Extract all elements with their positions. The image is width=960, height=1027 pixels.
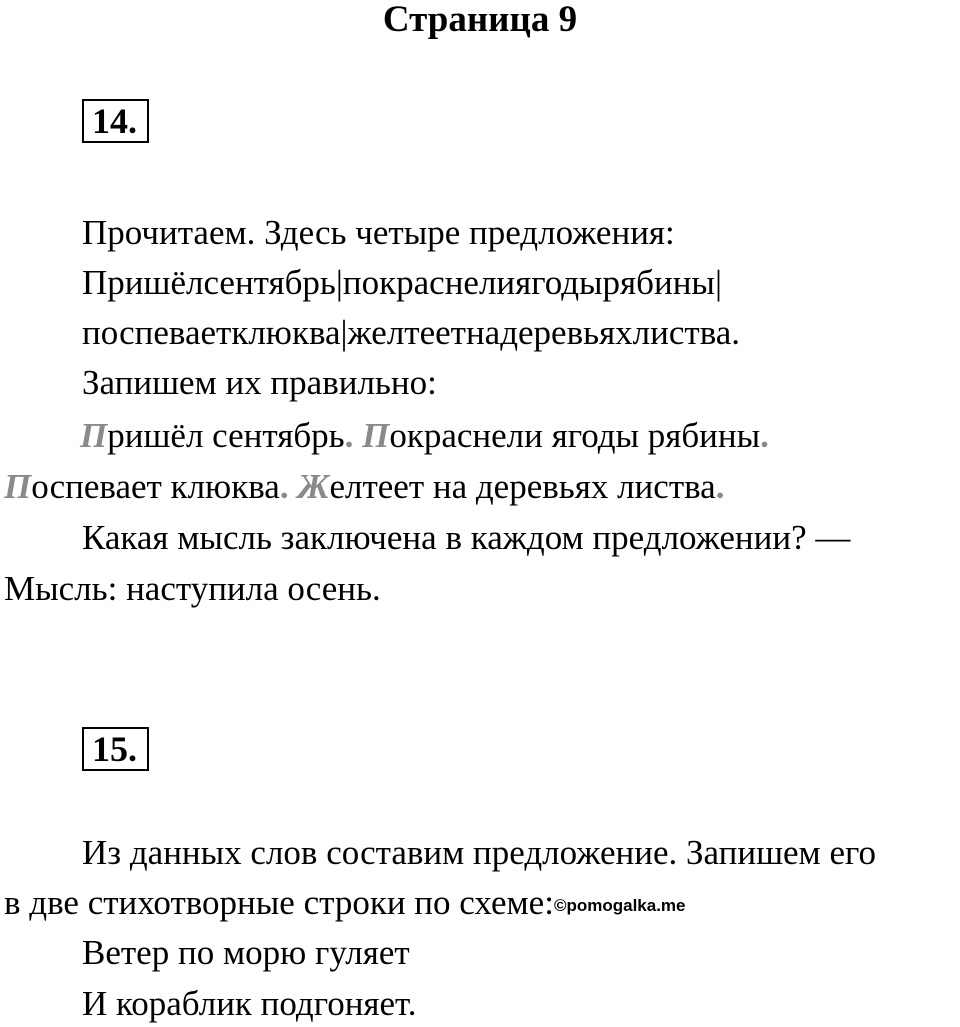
- task-number-14: 14.: [82, 99, 149, 143]
- sentence-text: оспевает клюква: [31, 467, 280, 506]
- task15-poem-line-2: И кораблик подгоняет.: [82, 984, 417, 1023]
- page-title: Страница 9: [382, 0, 578, 40]
- capital-letter: Ж: [297, 467, 330, 506]
- watermark: ©pomogalka.me: [553, 896, 686, 915]
- sentence-text: окраснели ягоды рябины: [389, 416, 761, 455]
- task14-instruction: Запишем их правильно:: [82, 363, 437, 402]
- task14-intro: Прочитаем. Здесь четыре предложения:: [82, 213, 675, 252]
- task-number-15: 15.: [82, 727, 149, 771]
- task14-unpunctuated-line-1: Пришёлсентябрь|покраснелиягодырябины|: [82, 263, 722, 302]
- capital-letter: П: [4, 467, 32, 506]
- capital-letter: П: [362, 416, 390, 455]
- task15-instruction-line-1: Из данных слов составим предложение. Запишем его: [82, 833, 876, 872]
- sentence-period: .: [344, 416, 354, 455]
- task15-poem-line-1: Ветер по морю гуляет: [82, 933, 410, 972]
- task15-instruction-text: в две стихотворные строки по схеме:: [4, 883, 554, 922]
- task14-corrected-line-2: [4, 467, 724, 507]
- task14-question: Какая мысль заключена в каждом предложении? —: [82, 518, 851, 557]
- sentence-text: елтеет на деревьях листва: [329, 467, 716, 506]
- sentence-period: .: [279, 467, 289, 506]
- task15-instruction-line-2: [4, 883, 686, 926]
- sentence-period: .: [760, 416, 769, 455]
- task14-corrected-line-1: [80, 416, 769, 456]
- task14-unpunctuated-line-2: поспеваетклюква|желтеетнадеревьяхлиства.: [82, 313, 741, 352]
- capital-letter: П: [80, 416, 108, 455]
- sentence-text: ришёл сентябрь: [107, 416, 345, 455]
- task14-answer: Мысль: наступила осень.: [4, 569, 381, 608]
- sentence-period: .: [715, 467, 725, 506]
